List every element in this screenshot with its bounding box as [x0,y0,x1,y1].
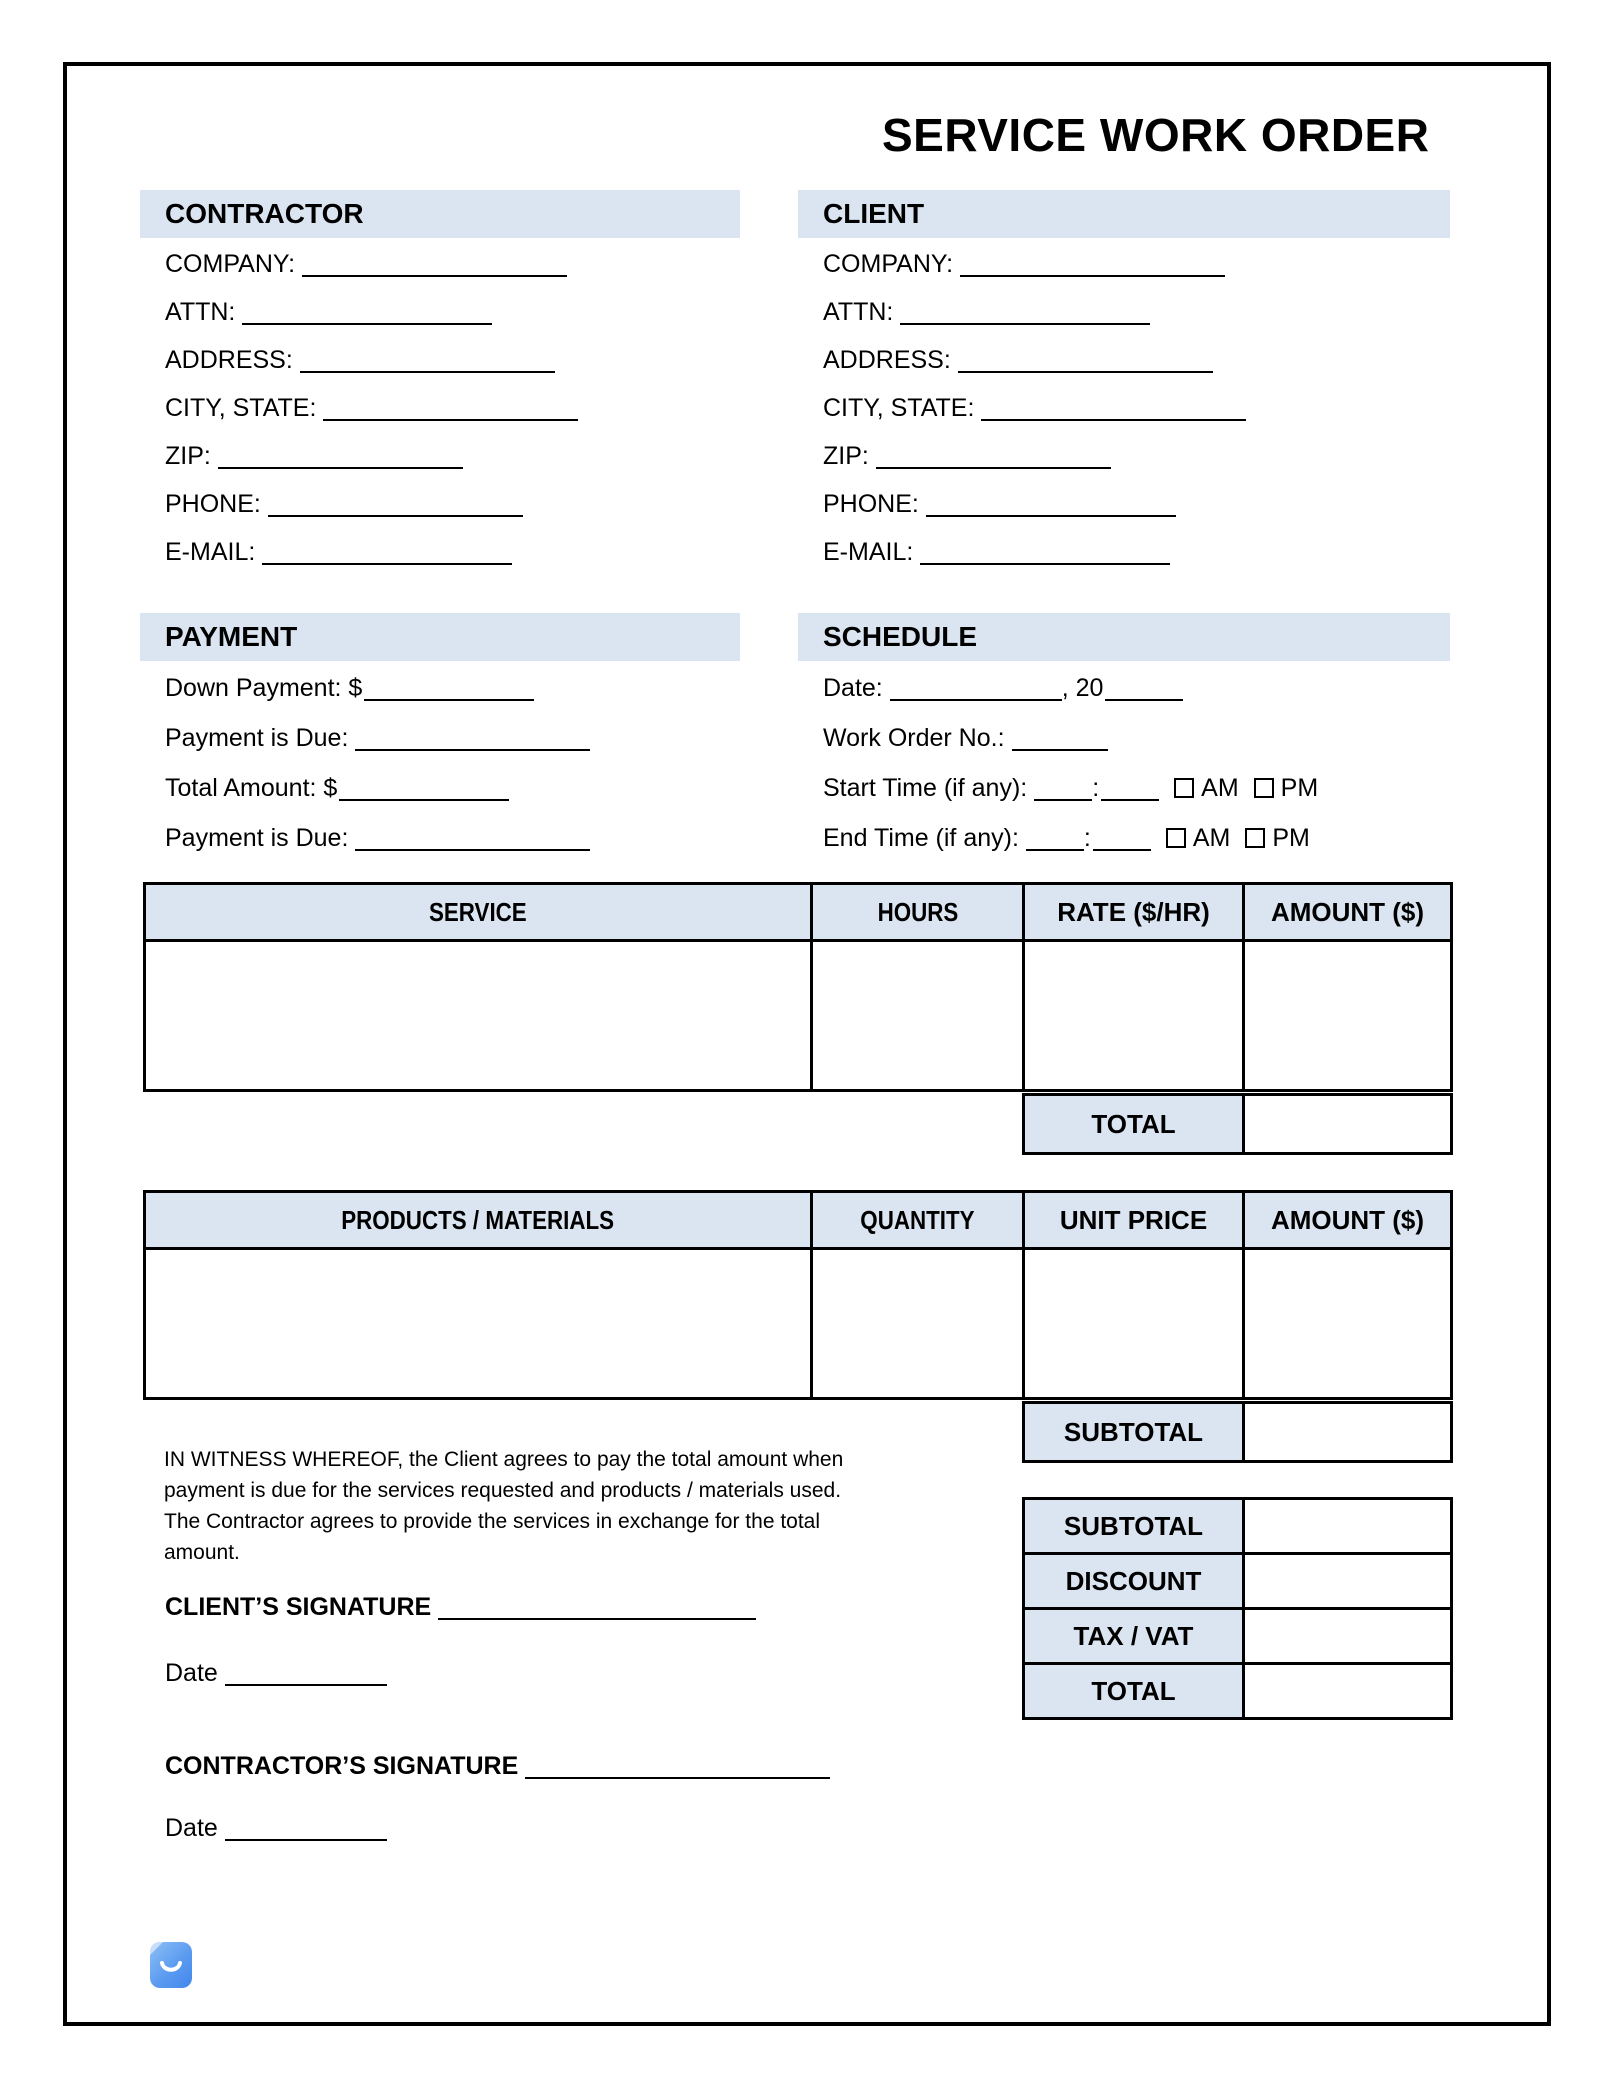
schedule-date-field[interactable] [890,698,1062,701]
client-city-state-field[interactable] [981,418,1246,421]
contractor-attn-label: ATTN: [165,298,236,326]
client-zip-field[interactable] [876,466,1111,469]
contractor-phone-label: PHONE: [165,490,261,518]
contractor-zip-label: ZIP: [165,442,211,470]
document-sheet [63,62,1551,2026]
contractor-phone-field[interactable] [268,514,523,517]
contractor-zip-field[interactable] [218,466,463,469]
contractor-company-label: COMPANY: [165,250,296,278]
client-signature-label: CLIENT’S SIGNATURE [165,1593,432,1621]
start-pm-label: PM [1280,774,1319,802]
payment-due-field-1[interactable] [355,748,590,751]
end-hour-field[interactable] [1026,848,1084,851]
down-payment-label: Down Payment: $ [165,674,363,702]
down-payment-field[interactable] [364,698,534,701]
client-attn-label: ATTN: [823,298,894,326]
schedule-header: SCHEDULE [798,613,1450,661]
payment-header: PAYMENT [140,613,740,661]
products-amount-col-header: AMOUNT ($) [1244,1192,1452,1249]
start-hour-field[interactable] [1034,798,1092,801]
summary-discount-label: DISCOUNT [1024,1554,1244,1609]
client-section [798,190,1450,576]
smile-glyph [150,1942,192,1988]
summary-total-value-cell[interactable] [1244,1664,1452,1719]
summary-tax-vat-value-cell[interactable] [1244,1609,1452,1664]
client-phone-field[interactable] [926,514,1176,517]
service-total-row [1022,1093,1453,1155]
contractor-attn-field[interactable] [242,322,492,325]
contractor-city-state-label: CITY, STATE: [165,394,317,422]
contractor-email-field[interactable] [262,562,512,565]
products-subtotal-label: SUBTOTAL [1024,1403,1244,1462]
service-total-value-cell[interactable] [1244,1095,1452,1154]
end-am-checkbox[interactable] [1166,828,1186,848]
service-hours-cell[interactable] [812,941,1024,1091]
payment-due-label-1: Payment is Due: [165,724,349,752]
contractor-signature-label: CONTRACTOR’S SIGNATURE [165,1752,519,1780]
rate-col-header: RATE ($/HR) [1024,884,1244,941]
end-time-separator: : [1083,824,1091,852]
summary-table [1022,1497,1453,1720]
service-table [143,882,1453,1092]
payment-due-label-2: Payment is Due: [165,824,349,852]
client-signature-row [165,1593,756,1622]
contractor-city-state-field[interactable] [323,418,578,421]
end-time-label: End Time (if any): [823,824,1019,852]
witness-clause: IN WITNESS WHEREOF, the Client agrees to pay the total amount when payment is due for the services requested and products / materials used. The Contractor agrees to provide the services in exchange for the total amount. [164,1448,844,1564]
schedule-section [798,613,1450,863]
contractor-signature-row [165,1752,830,1781]
quantity-col-header: QUANTITY [812,1192,1024,1249]
service-description-cell[interactable] [145,941,812,1091]
work-order-no-field[interactable] [1012,748,1108,751]
summary-subtotal-value-cell[interactable] [1244,1499,1452,1554]
client-address-field[interactable] [958,370,1213,373]
start-time-separator: : [1092,774,1100,802]
contractor-section [140,190,740,576]
client-signature-field[interactable] [438,1617,756,1620]
contractor-address-label: ADDRESS: [165,346,293,374]
contractor-header: CONTRACTOR [140,190,740,238]
products-table [143,1190,1453,1400]
contractor-signature-field[interactable] [525,1776,830,1779]
page-title: SERVICE WORK ORDER [882,109,1430,161]
contractor-signature-date-row [165,1814,387,1843]
products-quantity-cell[interactable] [812,1249,1024,1399]
client-email-label: E-MAIL: [823,538,914,566]
hours-col-header: HOURS [812,884,1024,941]
client-date-field[interactable] [225,1683,387,1686]
client-company-field[interactable] [960,274,1225,277]
products-col-header: PRODUCTS / MATERIALS [145,1192,812,1249]
products-description-cell[interactable] [145,1249,812,1399]
end-minute-field[interactable] [1093,848,1151,851]
service-amount-col-header: AMOUNT ($) [1244,884,1452,941]
work-order-no-label: Work Order No.: [823,724,1005,752]
start-minute-field[interactable] [1101,798,1159,801]
service-entry-row [145,941,1452,1091]
summary-subtotal-label: SUBTOTAL [1024,1499,1244,1554]
end-pm-label: PM [1272,824,1310,852]
client-email-field[interactable] [920,562,1170,565]
client-date-label: Date [165,1659,218,1687]
contractor-date-label: Date [165,1814,218,1842]
start-am-checkbox[interactable] [1174,778,1194,798]
service-total-label: TOTAL [1024,1095,1244,1154]
client-header: CLIENT [798,190,1450,238]
client-attn-field[interactable] [900,322,1150,325]
end-am-label: AM [1192,824,1231,852]
contractor-address-field[interactable] [300,370,555,373]
summary-discount-value-cell[interactable] [1244,1554,1452,1609]
parties-row [140,190,1450,576]
client-signature-date-row [165,1659,387,1688]
summary-tax-vat-label: TAX / VAT [1024,1609,1244,1664]
client-zip-label: ZIP: [823,442,869,470]
end-pm-checkbox[interactable] [1245,828,1265,848]
total-amount-field[interactable] [339,798,509,801]
contractor-company-field[interactable] [302,274,567,277]
client-city-state-label: CITY, STATE: [823,394,975,422]
contractor-email-label: E-MAIL: [165,538,256,566]
products-unit-price-cell[interactable] [1024,1249,1244,1399]
contractor-date-field[interactable] [225,1838,387,1841]
products-subtotal-row [1022,1401,1453,1463]
schedule-year-field[interactable] [1105,698,1183,701]
start-am-label: AM [1201,774,1239,802]
schedule-year-prefix: , 20 [1061,674,1104,702]
unit-price-col-header: UNIT PRICE [1024,1192,1244,1249]
start-time-label: Start Time (if any): [823,774,1028,802]
start-pm-checkbox[interactable] [1254,778,1274,798]
schedule-date-label: Date: [823,674,883,702]
total-amount-label: Total Amount: $ [165,774,338,802]
products-amount-cell[interactable] [1244,1249,1452,1399]
products-entry-row [145,1249,1452,1399]
payment-section [140,613,740,863]
terms-row [140,613,1450,863]
payment-due-field-2[interactable] [355,848,590,851]
service-rate-cell[interactable] [1024,941,1244,1091]
service-amount-cell[interactable] [1244,941,1452,1091]
client-company-label: COMPANY: [823,250,954,278]
service-col-header: SERVICE [145,884,812,941]
summary-total-label: TOTAL [1024,1664,1244,1719]
client-address-label: ADDRESS: [823,346,951,374]
client-phone-label: PHONE: [823,490,919,518]
eforms-logo-icon [150,1942,192,1988]
products-subtotal-value-cell[interactable] [1244,1403,1452,1462]
